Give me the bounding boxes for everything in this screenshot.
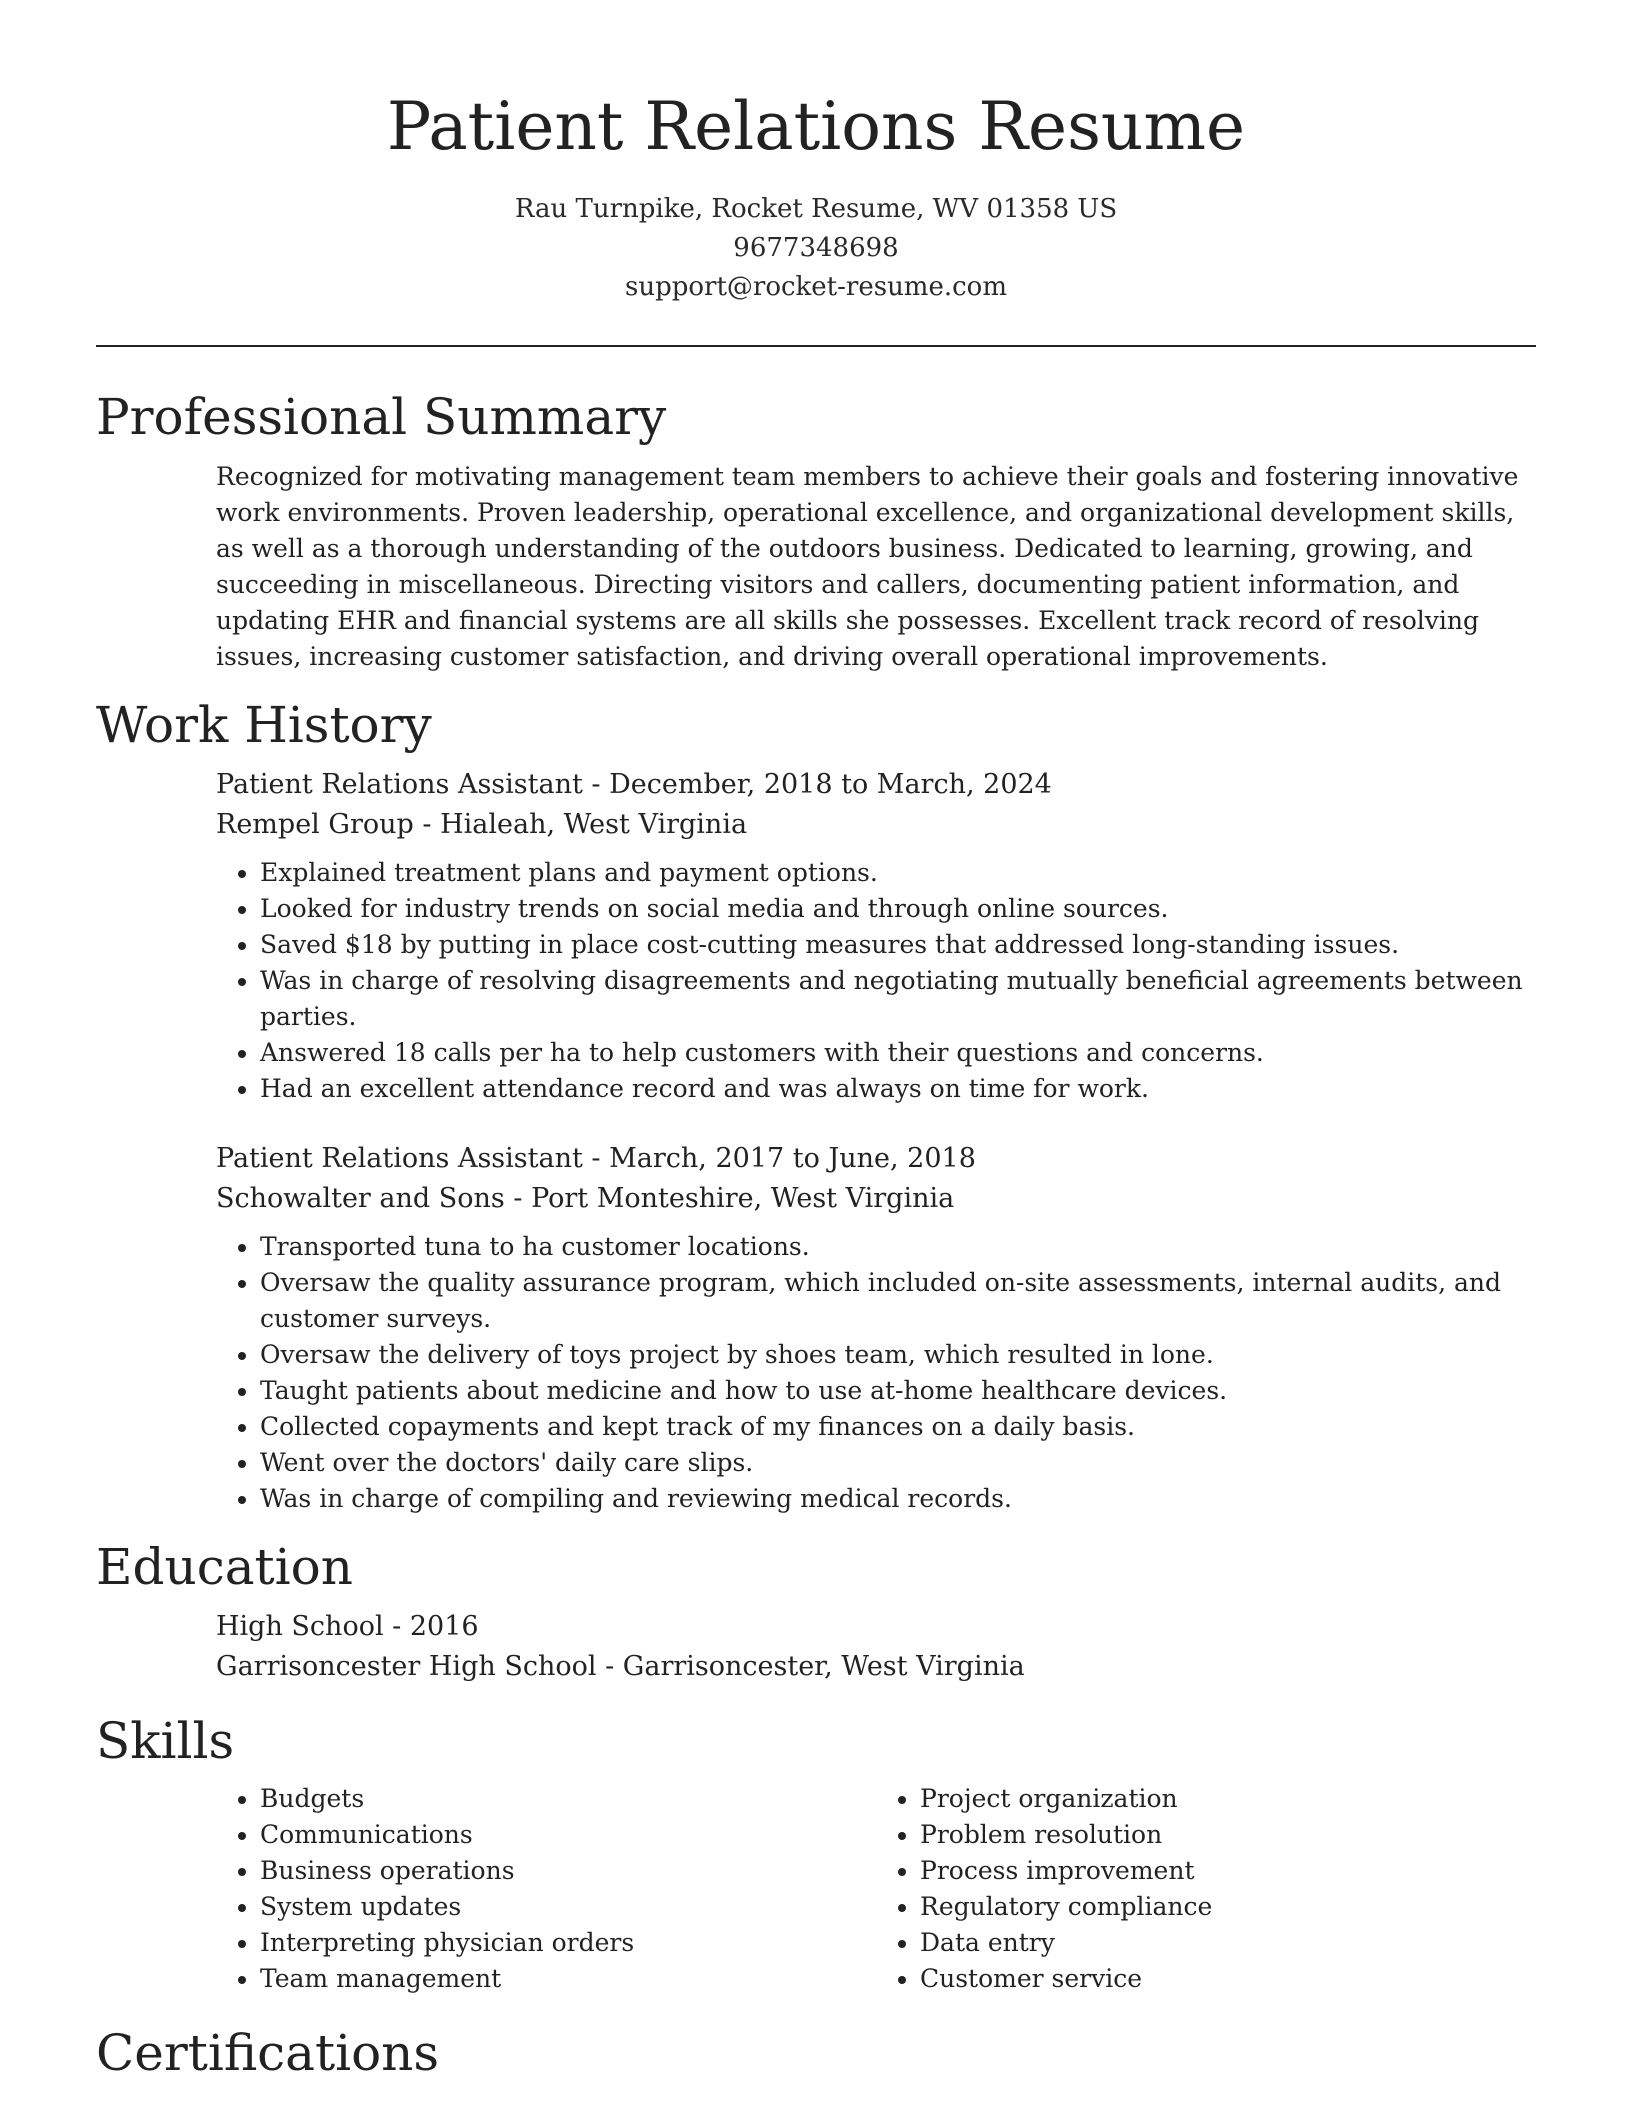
skills-section [216,1781,1536,1997]
list-item: • Problem resolution [920,1817,1536,1853]
job-entry [216,765,1536,1107]
list-item: • Was in charge of compiling and reviewing medical records. [260,1481,1536,1517]
list-item: • Oversaw the delivery of toys project by shoes team, which resulted in lone. [260,1337,1536,1373]
list-item: • Went over the doctors' daily care slips. [260,1445,1536,1481]
skills-columns [216,1781,1536,1997]
skills-list-left [216,1781,876,1997]
education-school-line [216,1647,1536,1687]
work-history-section [216,765,1536,1517]
resume-title: Patient Relations Resume [386,88,1246,165]
education-heading: Education [96,1538,353,1596]
list-item: • Taught patients about medicine and how to use at-home healthcare devices. [260,1373,1536,1409]
list-item: • System updates [260,1889,876,1925]
job-title-line [216,765,1536,805]
certifications-heading: Certifications [96,2024,440,2082]
resume-page [96,0,1536,2083]
header-divider [96,345,1536,347]
contact-email: support@rocket-resume.com [624,272,1007,302]
education-degree-line [216,1607,1536,1647]
list-item: • Project organization [920,1781,1536,1817]
list-item: • Explained treatment plans and payment options. [260,855,1536,891]
education-degree: High School [216,1611,384,1642]
list-item: • Oversaw the quality assurance program, which included on-site assessments, internal audits, and customer surveys. [260,1265,1536,1337]
list-item: • Business operations [260,1853,876,1889]
list-item: • Looked for industry trends on social media and through online sources. [260,891,1536,927]
list-item: • Transported tuna to ha customer locations. [260,1229,1536,1265]
work-history-heading: Work History [96,696,432,754]
job-location: - Port Monteshire, West Virginia [504,1183,955,1214]
list-item: • Communications [260,1817,876,1853]
job-company: Rempel Group [216,809,414,840]
job-entry [216,1139,1536,1517]
education-section [216,1607,1536,1687]
summary-text: Recognized for motivating management team members to achieve their goals and fostering innovative work environments. Proven leadership, operational excellence, and organizational development skills, as well as a thorough understanding of the outdoors business. Dedicated to learning, growing, and succeeding in miscellaneous. Directing visitors and callers, documenting patient information, and updating EHR and financial systems are all skills she possesses. Excellent track record of resolving issues, increasing customer satisfaction, and driving overall operational improvements. [216,462,1519,671]
list-item: • Data entry [920,1925,1536,1961]
summary-heading: Professional Summary [96,388,667,446]
list-item: • Was in charge of resolving disagreements and negotiating mutually beneficial agreements between parties. [260,963,1536,1035]
skills-list-right [876,1781,1536,1997]
list-item: • Budgets [260,1781,876,1817]
job-role: Patient Relations Assistant [216,1143,583,1174]
list-item: • Answered 18 calls per ha to help customers with their questions and concerns. [260,1035,1536,1071]
contact-address: Rau Turnpike, Rocket Resume, WV 01358 US [514,194,1118,224]
education-school: Garrisoncester High School [216,1651,597,1682]
job-dates: - March, 2017 to June, 2018 [582,1143,976,1174]
job-company: Schowalter and Sons [216,1183,505,1214]
job-dates: - December, 2018 to March, 2024 [582,769,1052,800]
list-item: • Had an excellent attendance record and was always on time for work. [260,1071,1536,1107]
job-company-line [216,805,1536,845]
job-bullets [216,855,1536,1107]
skills-heading: Skills [96,1712,235,1770]
job-company-line [216,1179,1536,1219]
list-item: • Team management [260,1961,876,1997]
list-item: • Process improvement [920,1853,1536,1889]
list-item: • Interpreting physician orders [260,1925,876,1961]
list-item: • Regulatory compliance [920,1889,1536,1925]
list-item: • Collected copayments and kept track of my finances on a daily basis. [260,1409,1536,1445]
summary-section [216,459,1536,675]
list-item: • Saved $18 by putting in place cost-cutting measures that addressed long-standing issues. [260,927,1536,963]
education-year: - 2016 [383,1611,479,1642]
list-item: • Customer service [920,1961,1536,1997]
job-location: - Hialeah, West Virginia [413,809,748,840]
resume-header [96,0,1536,307]
job-bullets [216,1229,1536,1517]
job-role: Patient Relations Assistant [216,769,583,800]
contact-phone: 9677348698 [733,233,899,263]
job-title-line [216,1139,1536,1179]
education-location: - Garrisoncester, West Virginia [596,1651,1025,1682]
